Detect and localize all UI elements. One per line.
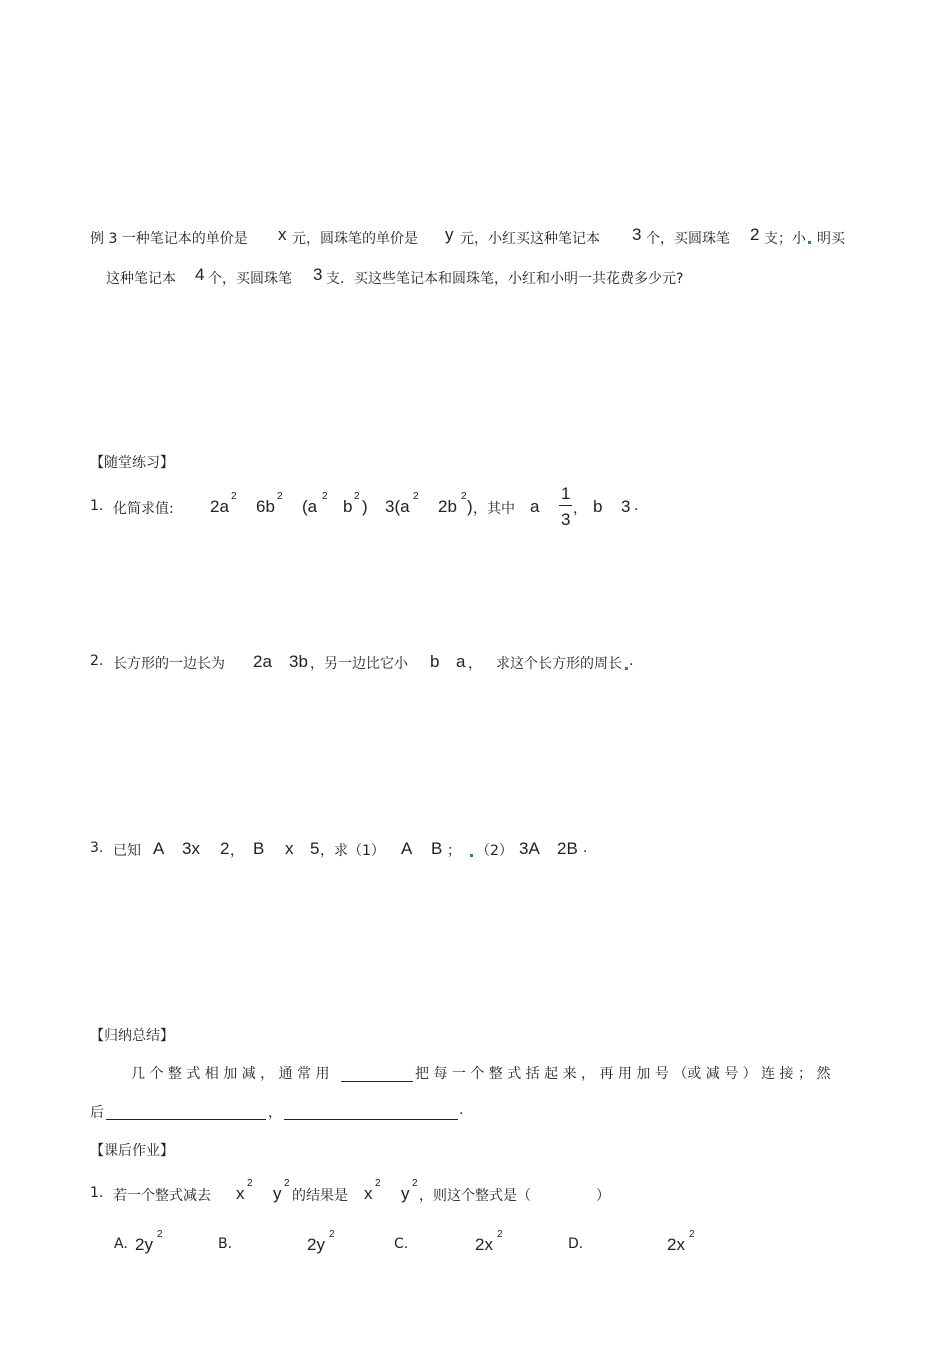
question-text: ）	[596, 1188, 610, 1204]
option-a-letter[interactable]: A.	[114, 1236, 128, 1252]
exponent: 2	[329, 1229, 335, 1240]
green-dot-mark	[625, 667, 628, 670]
section-heading: 【随堂练习】	[90, 455, 174, 471]
fill-in-blank[interactable]	[341, 1080, 413, 1082]
number: 2	[750, 225, 760, 244]
green-dot-mark	[808, 241, 811, 244]
exponent: 2	[354, 491, 360, 502]
question-number: 2.	[90, 653, 104, 669]
term: 2B	[557, 839, 578, 858]
comma: ，	[268, 1105, 282, 1121]
green-dot-mark	[470, 854, 473, 857]
number: 5	[310, 839, 320, 858]
var-x: x	[236, 1184, 245, 1203]
exponent: 2	[497, 1229, 503, 1240]
term: 2a	[210, 497, 229, 516]
term: 2b	[438, 497, 457, 516]
var-b: b	[430, 652, 440, 671]
question-text: 的结果是	[292, 1188, 348, 1204]
var-B: B	[253, 839, 265, 858]
where-text: ，其中	[473, 501, 515, 517]
question-text: 若一个整式减去	[113, 1188, 211, 1204]
paren: )	[467, 497, 473, 516]
term: 3x	[182, 839, 200, 858]
number: 3	[632, 225, 642, 244]
var-x: x	[285, 839, 294, 858]
comma: ，	[230, 843, 244, 859]
term: 2a	[253, 652, 272, 671]
comma: ，	[468, 656, 482, 672]
paren: )	[362, 497, 368, 516]
summary-text: 几 个 整 式 相 加 减 ， 通 常 用	[131, 1066, 330, 1082]
summary-text: 把 每 一 个 整 式 括 起 来 ， 再 用 加 号 （或 减 号 ） 连 接 ； 然	[415, 1066, 831, 1082]
example-3-text: 支．买这些笔记本和圆珠笔，小红和小明一共花费多少元?	[326, 271, 684, 287]
term: 6b	[256, 497, 275, 516]
question-label: 化简求值:	[113, 501, 174, 517]
exponent: 2	[277, 491, 283, 502]
term: b	[343, 497, 353, 516]
term: 3b	[289, 652, 308, 671]
comma: ，	[573, 501, 587, 517]
question-text: 求这个长方形的周长	[496, 656, 622, 672]
example-3-text: 元，小红买这种笔记本	[460, 231, 600, 247]
exponent: 2	[413, 491, 419, 502]
fraction-numerator: 1	[561, 484, 571, 503]
var-A: A	[401, 839, 413, 858]
section-heading: 【归纳总结】	[90, 1028, 174, 1044]
number: 3	[313, 265, 323, 284]
option-b-letter[interactable]: B.	[218, 1236, 233, 1252]
exponent: 2	[412, 1178, 418, 1189]
var-a: a	[530, 497, 540, 516]
var-x: x	[364, 1184, 373, 1203]
question-text: ，求（1）	[320, 843, 385, 859]
fill-in-blank[interactable]	[284, 1118, 458, 1120]
question-text: ，另一边比它小	[310, 656, 408, 672]
var-B: B	[431, 839, 443, 858]
exponent: 2	[461, 491, 467, 502]
summary-text: 后	[90, 1105, 104, 1121]
exponent: 2	[231, 491, 237, 502]
exponent: 2	[157, 1229, 163, 1240]
example-3-text: 元，圆珠笔的单价是	[292, 231, 418, 247]
question-text: （2）	[476, 843, 513, 859]
question-text: ，则这个整式是（	[419, 1188, 531, 1204]
example-3-text: 这种笔记本	[106, 271, 176, 287]
question-text: 长方形的一边长为	[113, 656, 225, 672]
period: .	[459, 1102, 464, 1118]
question-text: 已知	[113, 843, 141, 859]
var-y: y	[401, 1184, 410, 1203]
exponent: 2	[247, 1178, 253, 1189]
example-3-text: 个，买圆珠笔	[646, 231, 730, 247]
option-a-expr: 2y	[135, 1235, 153, 1254]
exponent: 2	[284, 1178, 290, 1189]
fill-in-blank[interactable]	[106, 1118, 266, 1120]
example-3-text: 支；小	[764, 231, 806, 247]
semicolon: ；	[447, 843, 461, 859]
period: .	[583, 840, 588, 856]
section-heading: 【课后作业】	[90, 1143, 174, 1159]
period: .	[634, 498, 639, 514]
question-number: 1.	[90, 1185, 104, 1201]
option-c-letter[interactable]: C.	[394, 1236, 409, 1252]
option-b-expr: 2y	[307, 1235, 325, 1254]
option-c-expr: 2x	[475, 1235, 493, 1254]
var-y: y	[273, 1184, 282, 1203]
term: 3(a	[385, 497, 410, 516]
var-x: x	[278, 225, 287, 244]
exponent: 2	[375, 1178, 381, 1189]
number: 3	[621, 497, 631, 516]
term: (a	[302, 497, 318, 516]
fraction-bar	[559, 505, 572, 506]
var-b: b	[593, 497, 603, 516]
example-3-text: 例 3 一种笔记本的单价是	[90, 231, 248, 247]
fraction-denominator: 3	[561, 510, 571, 529]
period: .	[629, 653, 634, 669]
var-y: y	[445, 225, 454, 244]
var-a: a	[456, 652, 466, 671]
number: 2	[220, 839, 230, 858]
var-A: A	[153, 839, 165, 858]
number: 4	[195, 265, 205, 284]
term: 3A	[519, 839, 540, 858]
exponent: 2	[689, 1229, 695, 1240]
example-3-text: 个，买圆珠笔	[208, 271, 292, 287]
option-d-letter[interactable]: D.	[568, 1236, 584, 1252]
question-number: 1.	[90, 498, 104, 514]
example-3-text: 明买	[817, 231, 845, 247]
option-d-expr: 2x	[667, 1235, 685, 1254]
question-number: 3.	[90, 840, 104, 856]
exponent: 2	[322, 491, 328, 502]
